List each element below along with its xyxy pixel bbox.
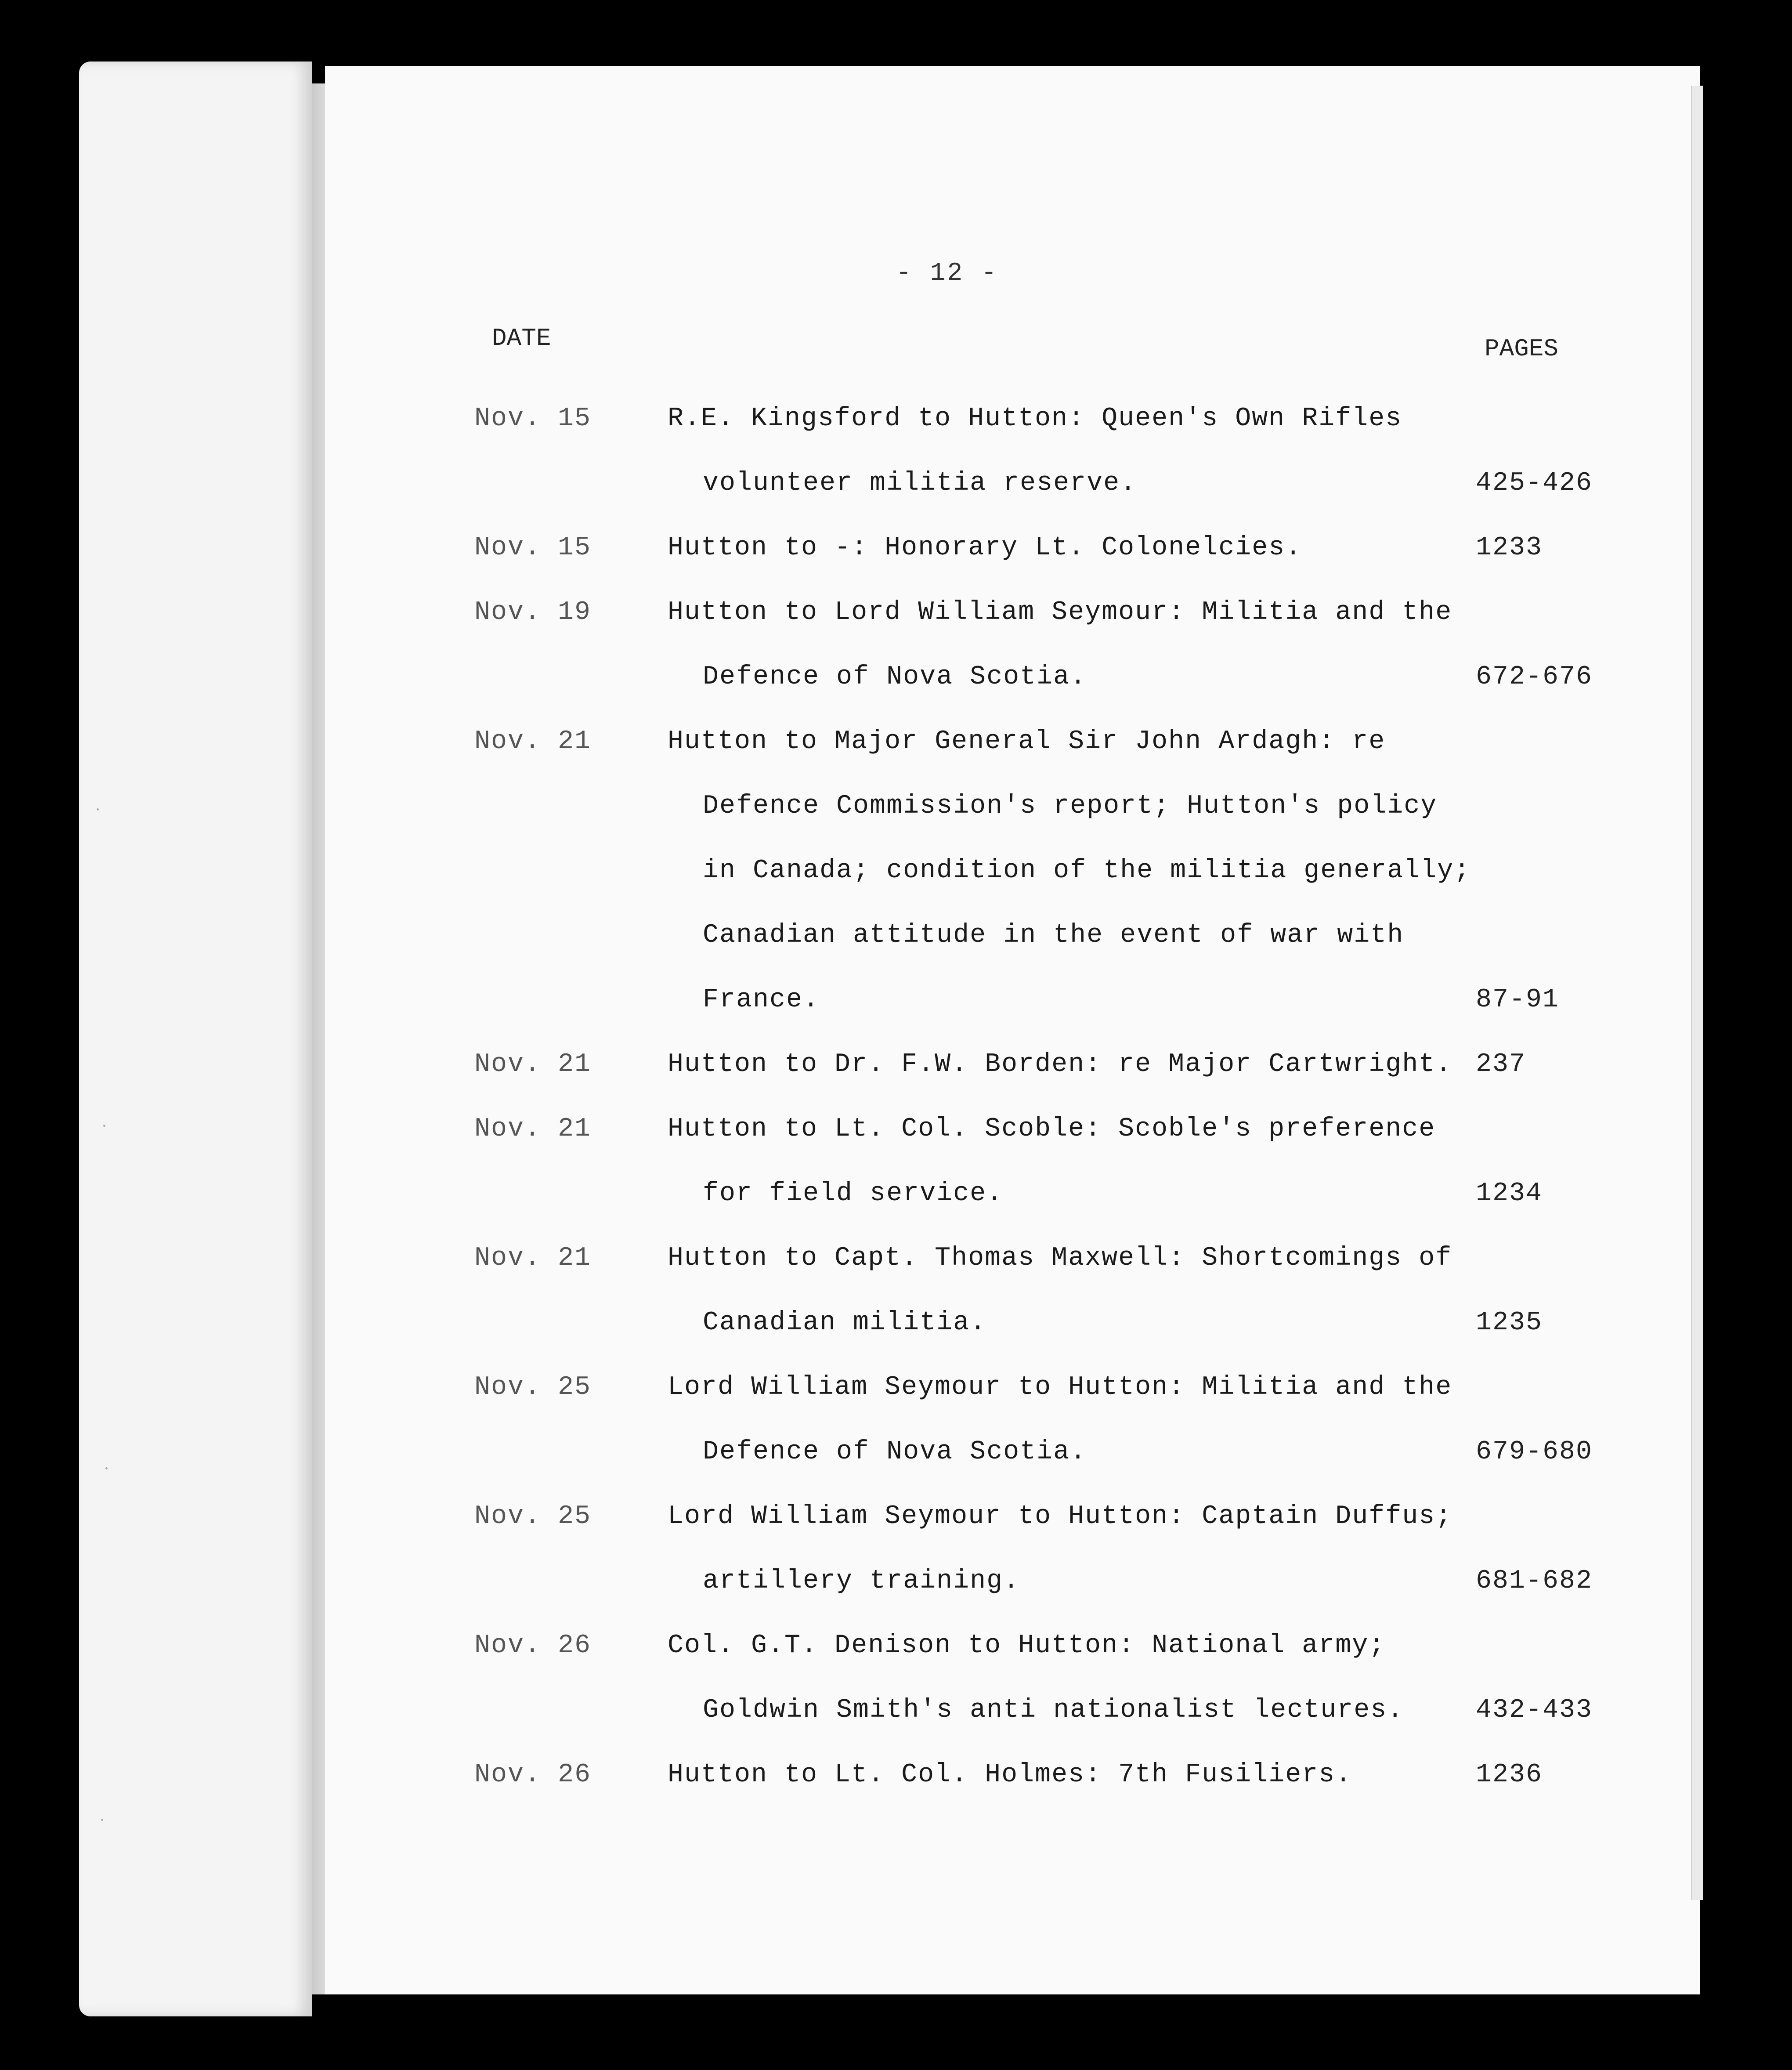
entry-description-line: France. bbox=[703, 985, 820, 1015]
entry-description-line: artillery training. bbox=[703, 1566, 1020, 1596]
entry-description-line: R.E. Kingsford to Hutton: Queen's Own Rifles bbox=[668, 404, 1402, 434]
entry-description-line: Defence of Nova Scotia. bbox=[703, 1437, 1087, 1467]
entry-pages: 672-676 bbox=[1476, 662, 1593, 692]
entry-date: Nov. 15 bbox=[474, 404, 592, 434]
entry-date: Nov. 25 bbox=[474, 1372, 592, 1402]
entry-date: Nov. 21 bbox=[474, 1049, 592, 1079]
entry-pages: 679-680 bbox=[1476, 1437, 1593, 1467]
paper-speck bbox=[105, 1467, 108, 1469]
page-number: - 12 - bbox=[896, 259, 998, 288]
entry-description bbox=[668, 1226, 1471, 1355]
entry-row bbox=[474, 709, 1634, 1032]
entry-description-line: Lord William Seymour to Hutton: Captain Duffus; bbox=[668, 1502, 1452, 1531]
entry-date: Nov. 26 bbox=[474, 1760, 592, 1790]
entry-description-line: Lord William Seymour to Hutton: Militia and the bbox=[668, 1372, 1452, 1402]
entry-description bbox=[668, 1032, 1471, 1097]
entry-description bbox=[668, 1355, 1471, 1484]
entry-row bbox=[474, 580, 1634, 709]
paper-speck bbox=[97, 808, 99, 811]
entry-pages: 87-91 bbox=[1476, 985, 1560, 1015]
entry-row bbox=[474, 1032, 1634, 1097]
entry-description-line: Hutton to Lord William Seymour: Militia and the bbox=[668, 597, 1452, 627]
entry-date: Nov. 21 bbox=[474, 1114, 592, 1144]
entry-description-line: Col. G.T. Denison to Hutton: National army; bbox=[668, 1631, 1386, 1661]
entry-row bbox=[474, 1355, 1634, 1484]
entry-date: Nov. 21 bbox=[474, 727, 592, 756]
entry-pages: 1234 bbox=[1476, 1179, 1543, 1209]
entry-description-line: Canadian attitude in the event of war with bbox=[703, 920, 1404, 950]
entry-row bbox=[474, 1226, 1634, 1355]
entry-description-line: Hutton to Capt. Thomas Maxwell: Shortcomings of bbox=[668, 1243, 1452, 1273]
entry-description-line: Hutton to -: Honorary Lt. Colonelcies. bbox=[668, 533, 1302, 563]
entry-pages: 425-426 bbox=[1476, 468, 1593, 498]
entry-description bbox=[668, 1743, 1471, 1807]
entry-pages: 237 bbox=[1476, 1049, 1526, 1079]
paper-speck bbox=[103, 1125, 105, 1127]
entry-pages: 1236 bbox=[1476, 1760, 1543, 1790]
entry-description bbox=[668, 580, 1471, 709]
entry-description-line: Hutton to Dr. F.W. Borden: re Major Cartwright. bbox=[668, 1049, 1452, 1079]
entry-pages: 432-433 bbox=[1476, 1695, 1593, 1725]
entry-description bbox=[668, 709, 1471, 1032]
previous-page bbox=[79, 62, 312, 2016]
entry-row bbox=[474, 1484, 1634, 1614]
entry-row bbox=[474, 1614, 1634, 1743]
entry-pages: 681-682 bbox=[1476, 1566, 1593, 1596]
entry-date: Nov. 21 bbox=[474, 1243, 592, 1273]
calendar-entries bbox=[474, 387, 1634, 1807]
entry-date: Nov. 25 bbox=[474, 1502, 592, 1531]
entry-description-line: Goldwin Smith's anti nationalist lectures. bbox=[703, 1695, 1404, 1725]
entry-description-line: Hutton to Lt. Col. Scoble: Scoble's preference bbox=[668, 1114, 1436, 1144]
entry-description bbox=[668, 1484, 1471, 1614]
page-edge bbox=[1691, 86, 1703, 1900]
entry-description bbox=[668, 1614, 1471, 1743]
entry-date: Nov. 26 bbox=[474, 1631, 592, 1661]
entry-pages: 1233 bbox=[1476, 533, 1543, 563]
entry-description bbox=[668, 387, 1471, 516]
entry-description-line: Hutton to Lt. Col. Holmes: 7th Fusiliers. bbox=[668, 1760, 1352, 1790]
entry-description-line: Canadian militia. bbox=[703, 1308, 987, 1338]
entry-row bbox=[474, 1097, 1634, 1226]
pages-column-header: PAGES bbox=[1485, 335, 1559, 363]
entry-description-line: Hutton to Major General Sir John Ardagh: re bbox=[668, 727, 1386, 756]
entry-date: Nov. 19 bbox=[474, 597, 592, 627]
entry-description bbox=[668, 516, 1471, 580]
entry-description bbox=[668, 1097, 1471, 1226]
entry-description-line: Defence Commission's report; Hutton's policy bbox=[703, 791, 1438, 821]
entry-date: Nov. 15 bbox=[474, 533, 592, 563]
entry-description-line: Defence of Nova Scotia. bbox=[703, 662, 1087, 692]
entry-description-line: for field service. bbox=[703, 1179, 1004, 1209]
entry-description-line: in Canada; condition of the militia generally; bbox=[703, 856, 1471, 886]
entry-row bbox=[474, 1743, 1634, 1807]
date-column-header: DATE bbox=[492, 324, 551, 352]
entry-description-line: volunteer militia reserve. bbox=[703, 468, 1137, 498]
entry-pages: 1235 bbox=[1476, 1308, 1543, 1338]
entry-row bbox=[474, 387, 1634, 516]
paper-speck bbox=[101, 1819, 103, 1821]
entry-row bbox=[474, 516, 1634, 580]
